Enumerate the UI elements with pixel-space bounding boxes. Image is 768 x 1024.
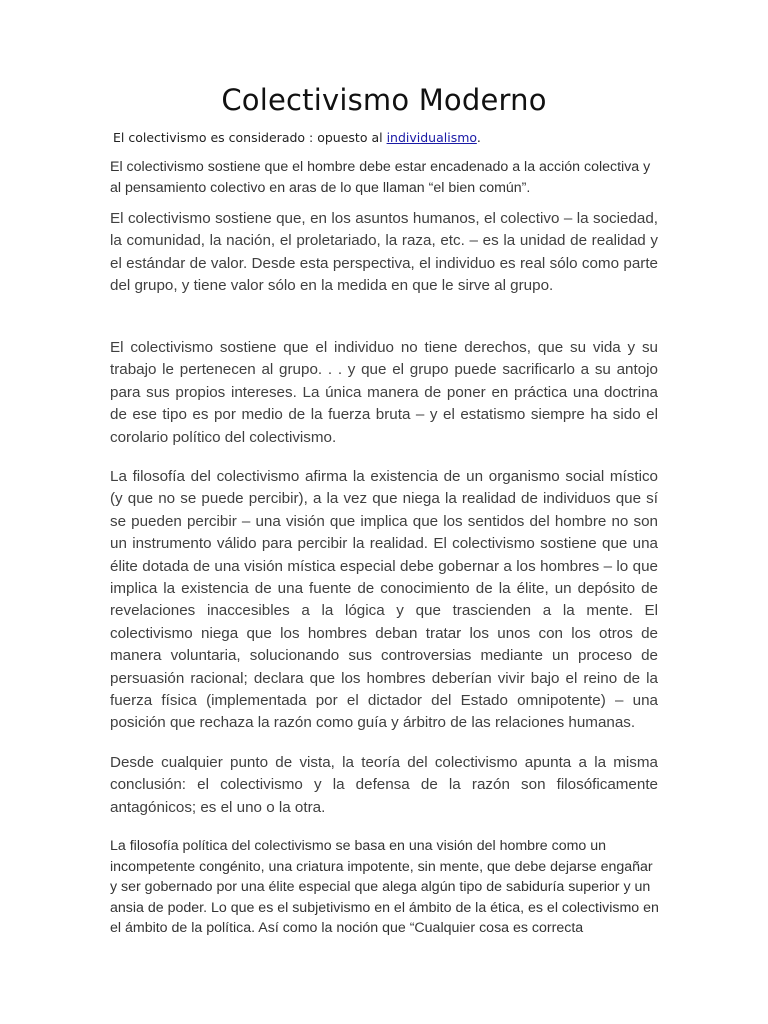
- paragraph-3: La filosofía del colectivismo afirma la existencia de un organismo social místico (y que no se puede percibir), a la vez que niega la realidad de individuos que sí se pueden percibir – una visión que implica que los sentidos del hombre no son un instrumento válido para percibir la realidad. El colectivismo sostiene que una élite dotada de una visión mística especial debe gobernar a los hombres – lo que implica la existencia de una fuente de conocimiento de la élite, un depósito de revelaciones inaccesibles a la lógica y que trascienden a la mente. El colectivismo niega que los hombres deban tratar los unos con los otros de manera voluntaria, solucionando sus controversias mediante un proceso de persuasión racional; declara que los hombres deberían vivir bajo el reino de la fuerza física (implementada por el dictador del Estado omnipotente) – una posición que rechaza la razón como guía y árbitro de las relaciones humanas.: [110, 468, 658, 732]
- intro-prefix: El colectivismo es considerado : opuesto al: [113, 130, 387, 145]
- paragraph-2: El colectivismo sostiene que el individuo no tiene derechos, que su vida y su trabajo le pertenecen al grupo. . . y que el grupo puede sacrificarlo a su antojo para sus propios intereses. La única manera de poner en práctica una doctrina de ese tipo es por medio de la fuerza bruta – y el estatismo siempre ha sido el corolario político del colectivismo.: [110, 339, 658, 446]
- paragraph-0: El colectivismo sostiene que el hombre debe estar encadenado a la acción colectiva y al pensamiento colectivo en aras de lo que llaman “el bien común”.: [110, 159, 651, 196]
- intro-suffix: .: [476, 130, 481, 145]
- paragraph-5: La filosofía política del colectivismo se basa en una visión del hombre como un incompetente congénito, una criatura impotente, sin mente, que debe dejarse engañar y ser gobernado por una élite especial que alega algún tipo de sabiduría superior y un ansia de poder. Lo que es el subjetivismo en el ámbito de la ética, es el colectivismo en el ámbito de la política. Así como la noción que “Cualquier cosa es correcta: [110, 838, 659, 936]
- document-title: Colectivismo Moderno: [221, 83, 547, 117]
- intro-line: [113, 130, 481, 145]
- paragraph-1: El colectivismo sostiene que, en los asuntos humanos, el colectivo – la sociedad, la comunidad, la nación, el proletariado, la raza, etc. – es la unidad de realidad y el estándar de valor. Desde esta perspectiva, el individuo es real sólo como parte del grupo, y tiene valor sólo en la medida en que le sirve al grupo.: [110, 210, 658, 295]
- paragraph-4: Desde cualquier punto de vista, la teoría del colectivismo apunta a la misma conclusión: el colectivismo y la defensa de la razón son filosóficamente antagónicos; es el uno o la otra.: [110, 754, 658, 816]
- individualismo-link[interactable]: individualismo: [386, 130, 477, 145]
